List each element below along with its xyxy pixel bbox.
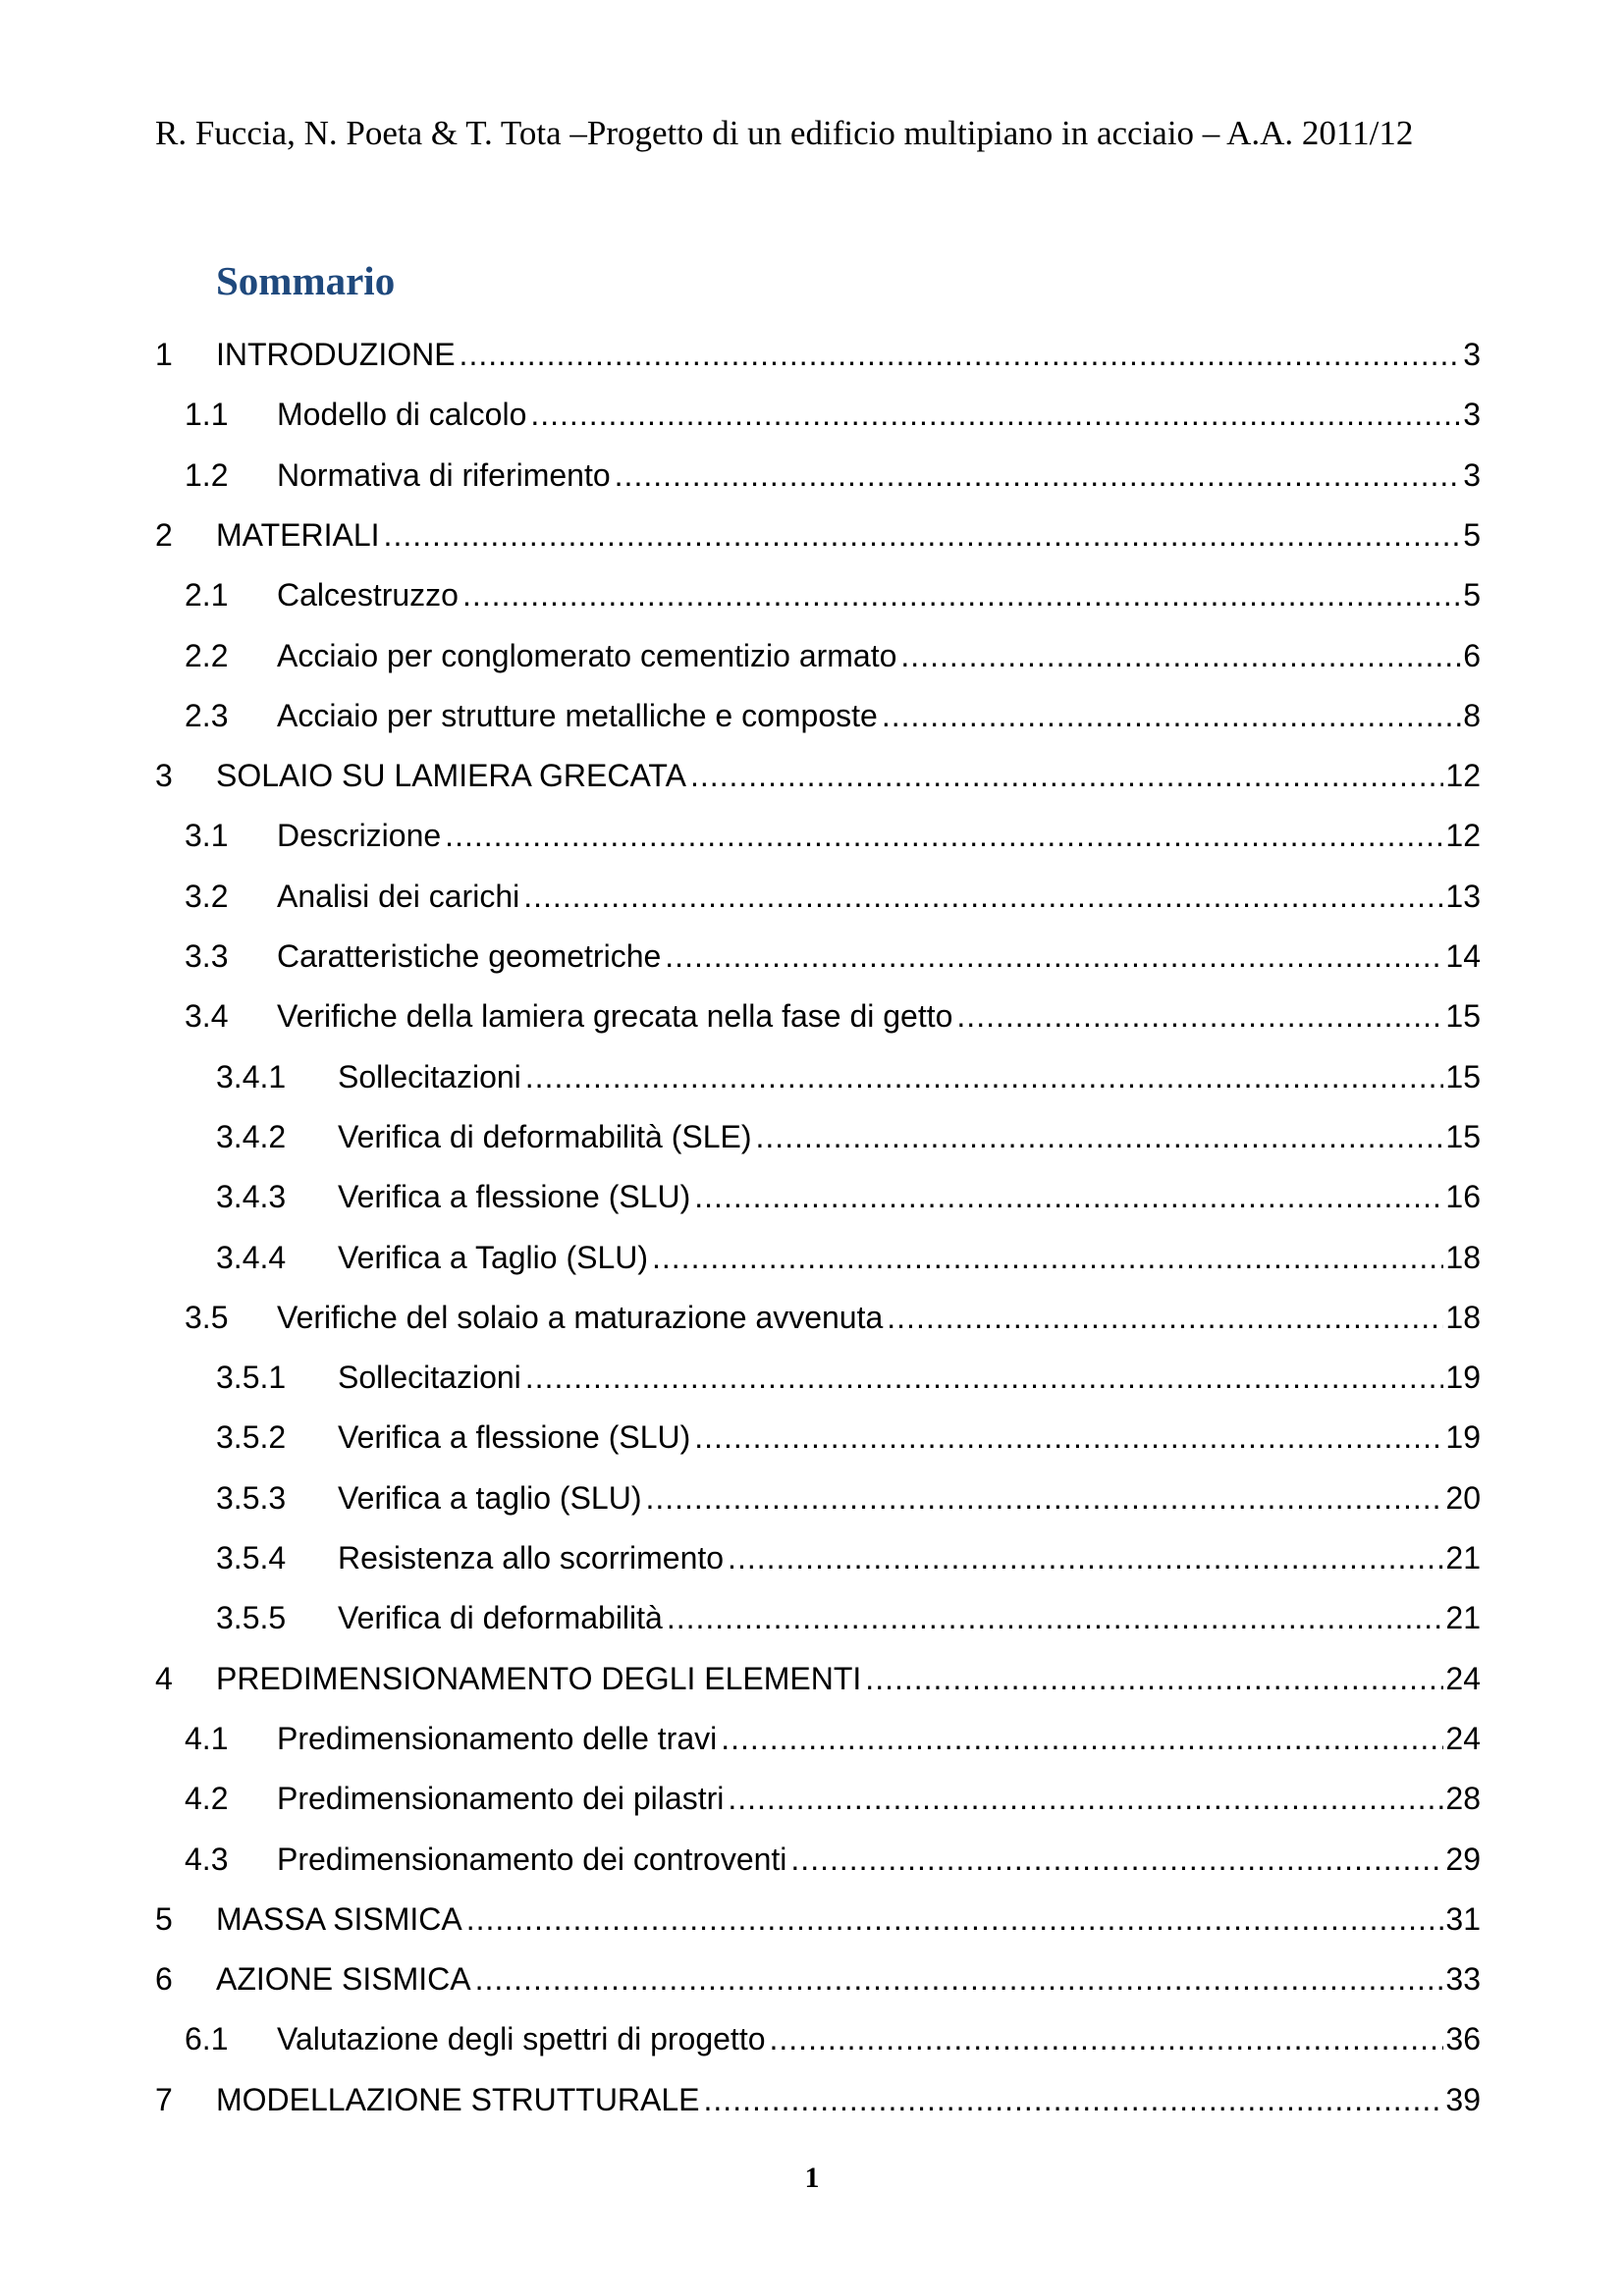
toc-entry-title: Modello di calcolo	[277, 397, 527, 433]
toc-entry-page: 33	[1445, 1961, 1481, 1998]
toc-entry-number: 3	[155, 758, 173, 794]
toc-entry-title: Caratteristiche geometriche	[277, 938, 662, 974]
toc-dot-leader	[445, 815, 1443, 856]
toc-entry-title: Resistenza allo scorrimento	[338, 1540, 725, 1575]
toc-entry[interactable]	[185, 454, 1481, 496]
toc-entry-title: MASSA SISMICA	[216, 1900, 462, 1937]
toc-entry-page: 15	[1445, 998, 1481, 1035]
toc-dot-leader	[525, 1357, 1444, 1398]
toc-entry[interactable]	[155, 1658, 1481, 1699]
toc-entry-title: AZIONE SISMICA	[216, 1961, 471, 1998]
toc-entry-number: 3.2	[185, 878, 229, 914]
toc-entry-number: 3.5.1	[216, 1360, 287, 1396]
toc-entry-page: 14	[1445, 938, 1481, 974]
toc-entry-number: 5	[155, 1900, 173, 1937]
toc-dot-leader	[460, 334, 1462, 375]
toc-entry-page: 5	[1463, 516, 1481, 553]
toc-dot-leader	[900, 635, 1461, 676]
toc-dot-leader	[462, 574, 1461, 615]
toc-entry-title: Acciaio per conglomerato cementizio armato	[277, 637, 897, 673]
toc-dot-leader	[756, 1116, 1444, 1157]
toc-entry[interactable]	[155, 1898, 1481, 1940]
toc-entry-page: 28	[1445, 1781, 1481, 1817]
toc-entry[interactable]	[216, 1477, 1481, 1519]
toc-entry[interactable]	[185, 1839, 1481, 1880]
toc-entry-title: PREDIMENSIONAMENTO DEGLI ELEMENTI	[216, 1660, 862, 1696]
toc-entry[interactable]	[216, 1416, 1481, 1458]
toc-entry[interactable]	[155, 1958, 1481, 2000]
toc-entry-page: 12	[1445, 758, 1481, 794]
toc-entry-page: 3	[1463, 397, 1481, 433]
toc-dot-leader	[652, 1237, 1443, 1278]
toc-entry-title: Verifica di deformabilità (SLE)	[338, 1118, 752, 1154]
toc-entry-title: INTRODUZIONE	[216, 337, 456, 372]
toc-entry-page: 19	[1445, 1360, 1481, 1396]
toc-entry-page: 21	[1445, 1540, 1481, 1575]
toc-entry-number: 6	[155, 1961, 173, 1998]
toc-entry-number: 2	[155, 516, 173, 553]
toc-entry[interactable]	[185, 935, 1481, 977]
toc-dot-leader	[770, 2018, 1444, 2059]
toc-entry-title: Verifiche del solaio a maturazione avvenuta	[277, 1299, 884, 1335]
toc-entry-number: 3.5.4	[216, 1540, 287, 1575]
toc-entry-title: MODELLAZIONE STRUTTURALE	[216, 2081, 700, 2117]
toc-entry-page: 21	[1445, 1600, 1481, 1636]
toc-entry[interactable]	[216, 1597, 1481, 1638]
toc-entry[interactable]	[185, 1297, 1481, 1338]
toc-dot-leader	[475, 1958, 1444, 2000]
toc-entry[interactable]	[185, 815, 1481, 856]
toc-entry[interactable]	[185, 695, 1481, 736]
toc-dot-leader	[728, 1537, 1443, 1578]
toc-entry-page: 36	[1445, 2021, 1481, 2057]
toc-entry[interactable]	[216, 1116, 1481, 1157]
toc-entry-number: 4.1	[185, 1720, 229, 1756]
toc-entry[interactable]	[155, 2079, 1481, 2120]
toc-entry[interactable]	[216, 1537, 1481, 1578]
toc-entry[interactable]	[185, 2018, 1481, 2059]
toc-entry-page: 24	[1445, 1660, 1481, 1696]
toc-entry-title: Predimensionamento dei controventi	[277, 1841, 787, 1877]
toc-dot-leader	[525, 1056, 1444, 1097]
toc-entry-page: 18	[1445, 1239, 1481, 1275]
toc-entry-title: Verifica a Taglio (SLU)	[338, 1239, 648, 1275]
toc-entry[interactable]	[216, 1056, 1481, 1097]
toc-entry-page: 3	[1463, 456, 1481, 493]
toc-entry-title: Verifica di deformabilità	[338, 1600, 663, 1636]
toc-entry[interactable]	[216, 1176, 1481, 1217]
toc-dot-leader	[865, 1658, 1443, 1699]
toc-entry-page: 6	[1463, 637, 1481, 673]
toc-entry[interactable]	[216, 1237, 1481, 1278]
toc-dot-leader	[667, 1597, 1444, 1638]
toc-entry-page: 5	[1463, 577, 1481, 614]
toc-dot-leader	[530, 394, 1461, 435]
toc-entry-title: Valutazione degli spettri di progetto	[277, 2021, 766, 2057]
toc-dot-leader	[690, 755, 1443, 796]
toc-entry-number: 3.4	[185, 998, 229, 1035]
toc-entry-number: 3.5.3	[216, 1479, 287, 1516]
toc-entry-title: Predimensionamento delle travi	[277, 1720, 718, 1756]
page-number: 1	[804, 2162, 820, 2194]
toc-entry-page: 3	[1463, 337, 1481, 372]
toc-entry[interactable]	[185, 995, 1481, 1037]
toc-entry[interactable]	[216, 1357, 1481, 1398]
toc-dot-leader	[728, 1778, 1443, 1819]
toc-entry-page: 19	[1445, 1419, 1481, 1456]
toc-dot-leader	[704, 2079, 1444, 2120]
toc-dot-leader	[694, 1176, 1443, 1217]
toc-dot-leader	[466, 1898, 1444, 1940]
toc-entry-page: 16	[1445, 1179, 1481, 1215]
toc-entry-title: Verifica a flessione (SLU)	[338, 1419, 691, 1456]
toc-dot-leader	[523, 876, 1443, 917]
toc-entry-title: Verifica a taglio (SLU)	[338, 1479, 642, 1516]
toc-entry-page: 15	[1445, 1058, 1481, 1095]
toc-dot-leader	[721, 1718, 1443, 1759]
toc-entry-title: Acciaio per strutture metalliche e composte	[277, 697, 878, 733]
toc-entry-number: 3.5	[185, 1299, 229, 1335]
toc-entry-page: 39	[1445, 2081, 1481, 2117]
toc-entry-title: Sollecitazioni	[338, 1058, 521, 1095]
toc-entry-title: Calcestruzzo	[277, 577, 459, 614]
toc-entry-number: 2.2	[185, 637, 229, 673]
toc-dot-leader	[956, 995, 1443, 1037]
toc-dot-leader	[665, 935, 1443, 977]
toc-entry[interactable]	[185, 574, 1481, 615]
toc-entry[interactable]	[155, 514, 1481, 556]
toc-dot-leader	[615, 454, 1462, 496]
toc-entry-number: 3.5.2	[216, 1419, 287, 1456]
toc-entry-title: Verifiche della lamiera grecata nella fase di getto	[277, 998, 953, 1035]
toc-entry-number: 2.1	[185, 577, 229, 614]
toc-dot-leader	[384, 514, 1462, 556]
toc-entry-number: 3.4.1	[216, 1058, 287, 1095]
toc-entry-number: 4.3	[185, 1841, 229, 1877]
toc-entry[interactable]	[185, 1718, 1481, 1759]
toc-entry-page: 18	[1445, 1299, 1481, 1335]
toc-entry-number: 1.1	[185, 397, 229, 433]
toc-entry-page: 8	[1463, 697, 1481, 733]
toc-entry-page: 20	[1445, 1479, 1481, 1516]
toc-dot-leader	[645, 1477, 1443, 1519]
toc-entry-number: 1	[155, 337, 173, 372]
toc-entry-page: 12	[1445, 818, 1481, 854]
toc-entry-title: Analisi dei carichi	[277, 878, 520, 914]
toc-entry-number: 3.4.2	[216, 1118, 287, 1154]
toc-entry[interactable]	[185, 635, 1481, 676]
toc-entry-title: Sollecitazioni	[338, 1360, 521, 1396]
toc-entry-title: SOLAIO SU LAMIERA GRECATA	[216, 758, 686, 794]
toc-entry-title: Normativa di riferimento	[277, 456, 611, 493]
toc-entry-number: 6.1	[185, 2021, 229, 2057]
toc-entry[interactable]	[155, 334, 1481, 375]
toc-entry-title: Predimensionamento dei pilastri	[277, 1781, 725, 1817]
toc-entry-page: 15	[1445, 1118, 1481, 1154]
toc-entry-number: 2.3	[185, 697, 229, 733]
toc-entry[interactable]	[155, 755, 1481, 796]
toc-entry-number: 3.4.4	[216, 1239, 287, 1275]
toc-entry-number: 3.4.3	[216, 1179, 287, 1215]
toc-title: Sommario	[216, 258, 396, 303]
toc-entry-page: 24	[1445, 1720, 1481, 1756]
toc-entry-number: 1.2	[185, 456, 229, 493]
toc-entry-page: 29	[1445, 1841, 1481, 1877]
toc-dot-leader	[887, 1297, 1443, 1338]
toc-dot-leader	[694, 1416, 1443, 1458]
toc-entry-title: Verifica a flessione (SLU)	[338, 1179, 691, 1215]
toc-entry-title: MATERIALI	[216, 516, 380, 553]
toc-entry[interactable]	[185, 1778, 1481, 1819]
toc-entry-number: 3.3	[185, 938, 229, 974]
toc-entry[interactable]	[185, 876, 1481, 917]
toc-entry-page: 31	[1445, 1900, 1481, 1937]
toc-dot-leader	[882, 695, 1461, 736]
toc-entry-number: 3.5.5	[216, 1600, 287, 1636]
toc-entry-number: 7	[155, 2081, 173, 2117]
toc-entry-page: 13	[1445, 878, 1481, 914]
toc-entry[interactable]	[185, 394, 1481, 435]
toc-dot-leader	[790, 1839, 1443, 1880]
toc-entry-number: 3.1	[185, 818, 229, 854]
toc-entry-number: 4	[155, 1660, 173, 1696]
running-header: R. Fuccia, N. Poeta & T. Tota –Progetto di un edificio multipiano in acciaio – A.A. 2011/12	[155, 114, 1414, 152]
toc-entry-number: 4.2	[185, 1781, 229, 1817]
toc-entry-title: Descrizione	[277, 818, 442, 854]
